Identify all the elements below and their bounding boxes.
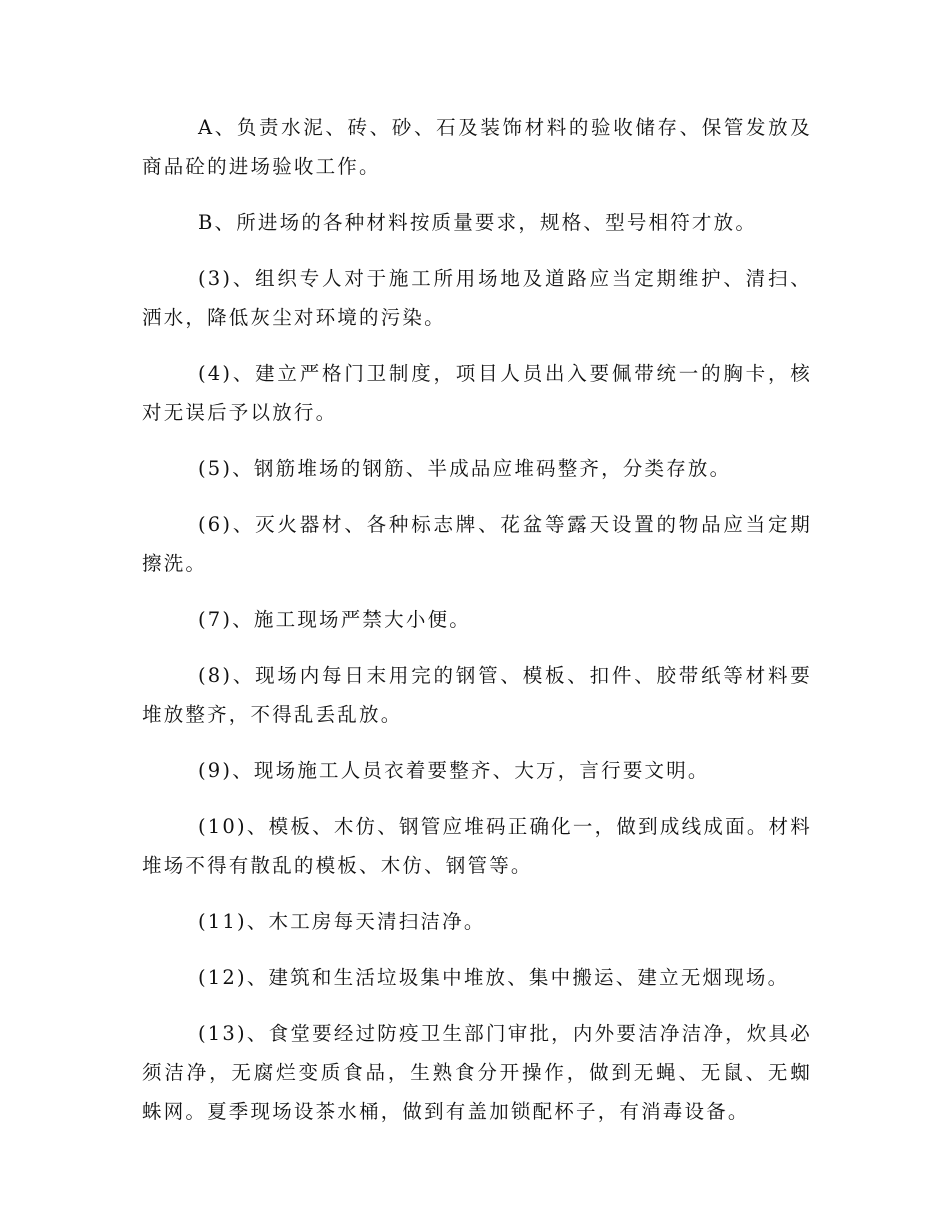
- paragraph-3: (3)、组织专人对于施工所用场地及道路应当定期维护、清扫、洒水，降低灰尘对环境的污染。: [142, 267, 812, 329]
- paragraph-12: (12)、建筑和生活垃圾集中堆放、集中搬运、建立无烟现场。: [198, 966, 790, 989]
- paragraph-8: (8)、现场内每日末用完的钢管、模板、扣件、胶带纸等材料要堆放整齐，不得乱丢乱放。: [142, 664, 812, 726]
- paragraph-4: (4)、建立严格门卫制度，项目人员出入要佩带统一的胸卡，核对无误后予以放行。: [142, 362, 812, 424]
- paragraph-6: (6)、灭火器材、各种标志牌、花盆等露天设置的物品应当定期擦洗。: [142, 513, 812, 575]
- paragraph-10: (10)、模板、木仿、钢管应堆码正确化一，做到成线成面。材料堆场不得有散乱的模板、木仿、钢管等。: [142, 815, 812, 877]
- paragraph-5: (5)、钢筋堆场的钢筋、半成品应堆码整齐，分类存放。: [198, 457, 732, 480]
- paragraph-7: (7)、施工现场严禁大小便。: [198, 608, 471, 631]
- paragraph-b: B、所进场的各种材料按质量要求，规格、型号相符才放。: [198, 211, 758, 234]
- document-body: [142, 108, 812, 1148]
- paragraph-13: (13)、食堂要经过防疫卫生部门审批，内外要洁净洁净，炊具必须洁净，无腐烂变质食品，生熟食分开操作，做到无蝇、无鼠、无蜘蛛网。夏季现场设茶水桶，做到有盖加锁配杯子，有消毒设备。: [142, 1022, 812, 1123]
- paragraph-a: A、负责水泥、砖、砂、石及装饰材料的验收储存、保管发放及商品砼的进场验收工作。: [142, 116, 812, 178]
- paragraph-11: (11)、木工房每天清扫洁净。: [198, 910, 486, 933]
- paragraph-9: (9)、现场施工人员衣着要整齐、大万，言行要文明。: [198, 759, 710, 782]
